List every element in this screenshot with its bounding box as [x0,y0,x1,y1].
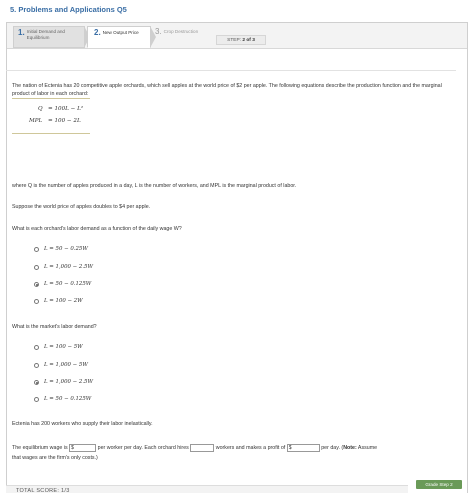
radio-button-selected[interactable] [34,380,39,385]
fill-text-1: The equilibrium wage is [12,445,68,451]
eq1-rhs: = 100L − L² [48,106,84,112]
radio-button[interactable] [34,265,39,270]
step-prefix: STEP: [227,38,241,43]
note-label: Note: [343,445,357,451]
divider [6,70,456,71]
fill-text-4: per day. ( [321,445,344,451]
option-label: L = 100 − 5W [44,344,83,350]
option-label: L = 50 − 0.125W [44,396,92,402]
q1-option-3[interactable] [34,281,91,287]
radio-button-selected[interactable] [34,282,39,287]
radio-button[interactable] [34,397,39,402]
question-2: What is the market's labor demand? [12,324,97,330]
q2-option-1[interactable] [34,344,83,350]
step-indicator [216,35,266,45]
q2-option-2[interactable] [34,362,88,368]
q1-option-4[interactable] [34,298,83,304]
workers-hired-input[interactable] [190,444,214,452]
price-text: Suppose the world price of apples doubles to $4 per apple. [12,204,151,210]
tab-label: Initial Demand and Equilibrium [26,29,65,41]
tab-label: Crop Destruction [163,29,199,34]
fill-text-2: per worker per day. Each orchard hires [97,445,189,451]
step-value: 2 of 3 [242,38,255,43]
q1-option-1[interactable] [34,246,88,252]
intro-text: The nation of Ectenia has 20 competitive apple orchards, which sell apples at the world price of $2 per apple. The following equations describe the production function and the marginal product of labor in each orchard: [12,83,442,98]
tab-number: 2. [94,28,101,37]
total-score: TOTAL SCORE: 1/3 [16,488,70,493]
tab-new-output-price[interactable] [87,26,151,48]
where-text: where Q is the number of apples produced in a day, L is the number of workers, and MPL is the marginal product of labor. [12,183,297,189]
question-1: What is each orchard's labor demand as a function of the daily wage W? [12,226,182,232]
eq1-lhs: Q [38,106,43,112]
fill-text-3: workers and makes a profit of [215,445,286,451]
eq2-lhs: MPL [29,118,43,124]
option-label: L = 50 − 0.125W [44,281,92,287]
radio-button[interactable] [34,363,39,368]
tab-number: 3. [155,27,162,36]
option-label: L = 50 − 0.25W [44,246,88,252]
option-label: L = 1,000 − 5W [44,362,88,368]
q2-option-3[interactable] [34,379,93,385]
fill-in-question [12,443,452,463]
page-title: 5. Problems and Applications Q5 [10,5,127,14]
fill-text-5: Assume [356,445,378,451]
profit-input[interactable]: $ [287,444,320,452]
tab-number: 1. [18,28,25,37]
option-label: L = 1,000 − 2.5W [44,379,94,385]
option-label: L = 100 − 2W [44,298,83,304]
fill-text-6: that wages are the firm's only costs.) [12,455,98,462]
radio-button[interactable] [34,299,39,304]
option-label: L = 1,000 − 2.5W [44,264,94,270]
q2-option-4[interactable] [34,396,91,402]
equation-box [12,98,90,134]
tab-crop-destruction[interactable] [151,26,221,48]
tab-label: New Output Price [102,30,139,35]
radio-button[interactable] [34,247,39,252]
score-bar [6,485,408,493]
workers-text: Ectenia has 200 workers who supply their labor inelastically. [12,421,153,427]
q1-option-2[interactable] [34,264,93,270]
wage-input[interactable]: $ [69,444,96,452]
radio-button[interactable] [34,345,39,350]
grade-step-button[interactable]: Grade Step 2 [416,480,462,489]
eq2-rhs: = 100 − 2L [48,118,81,124]
tab-initial-demand[interactable] [13,26,85,48]
